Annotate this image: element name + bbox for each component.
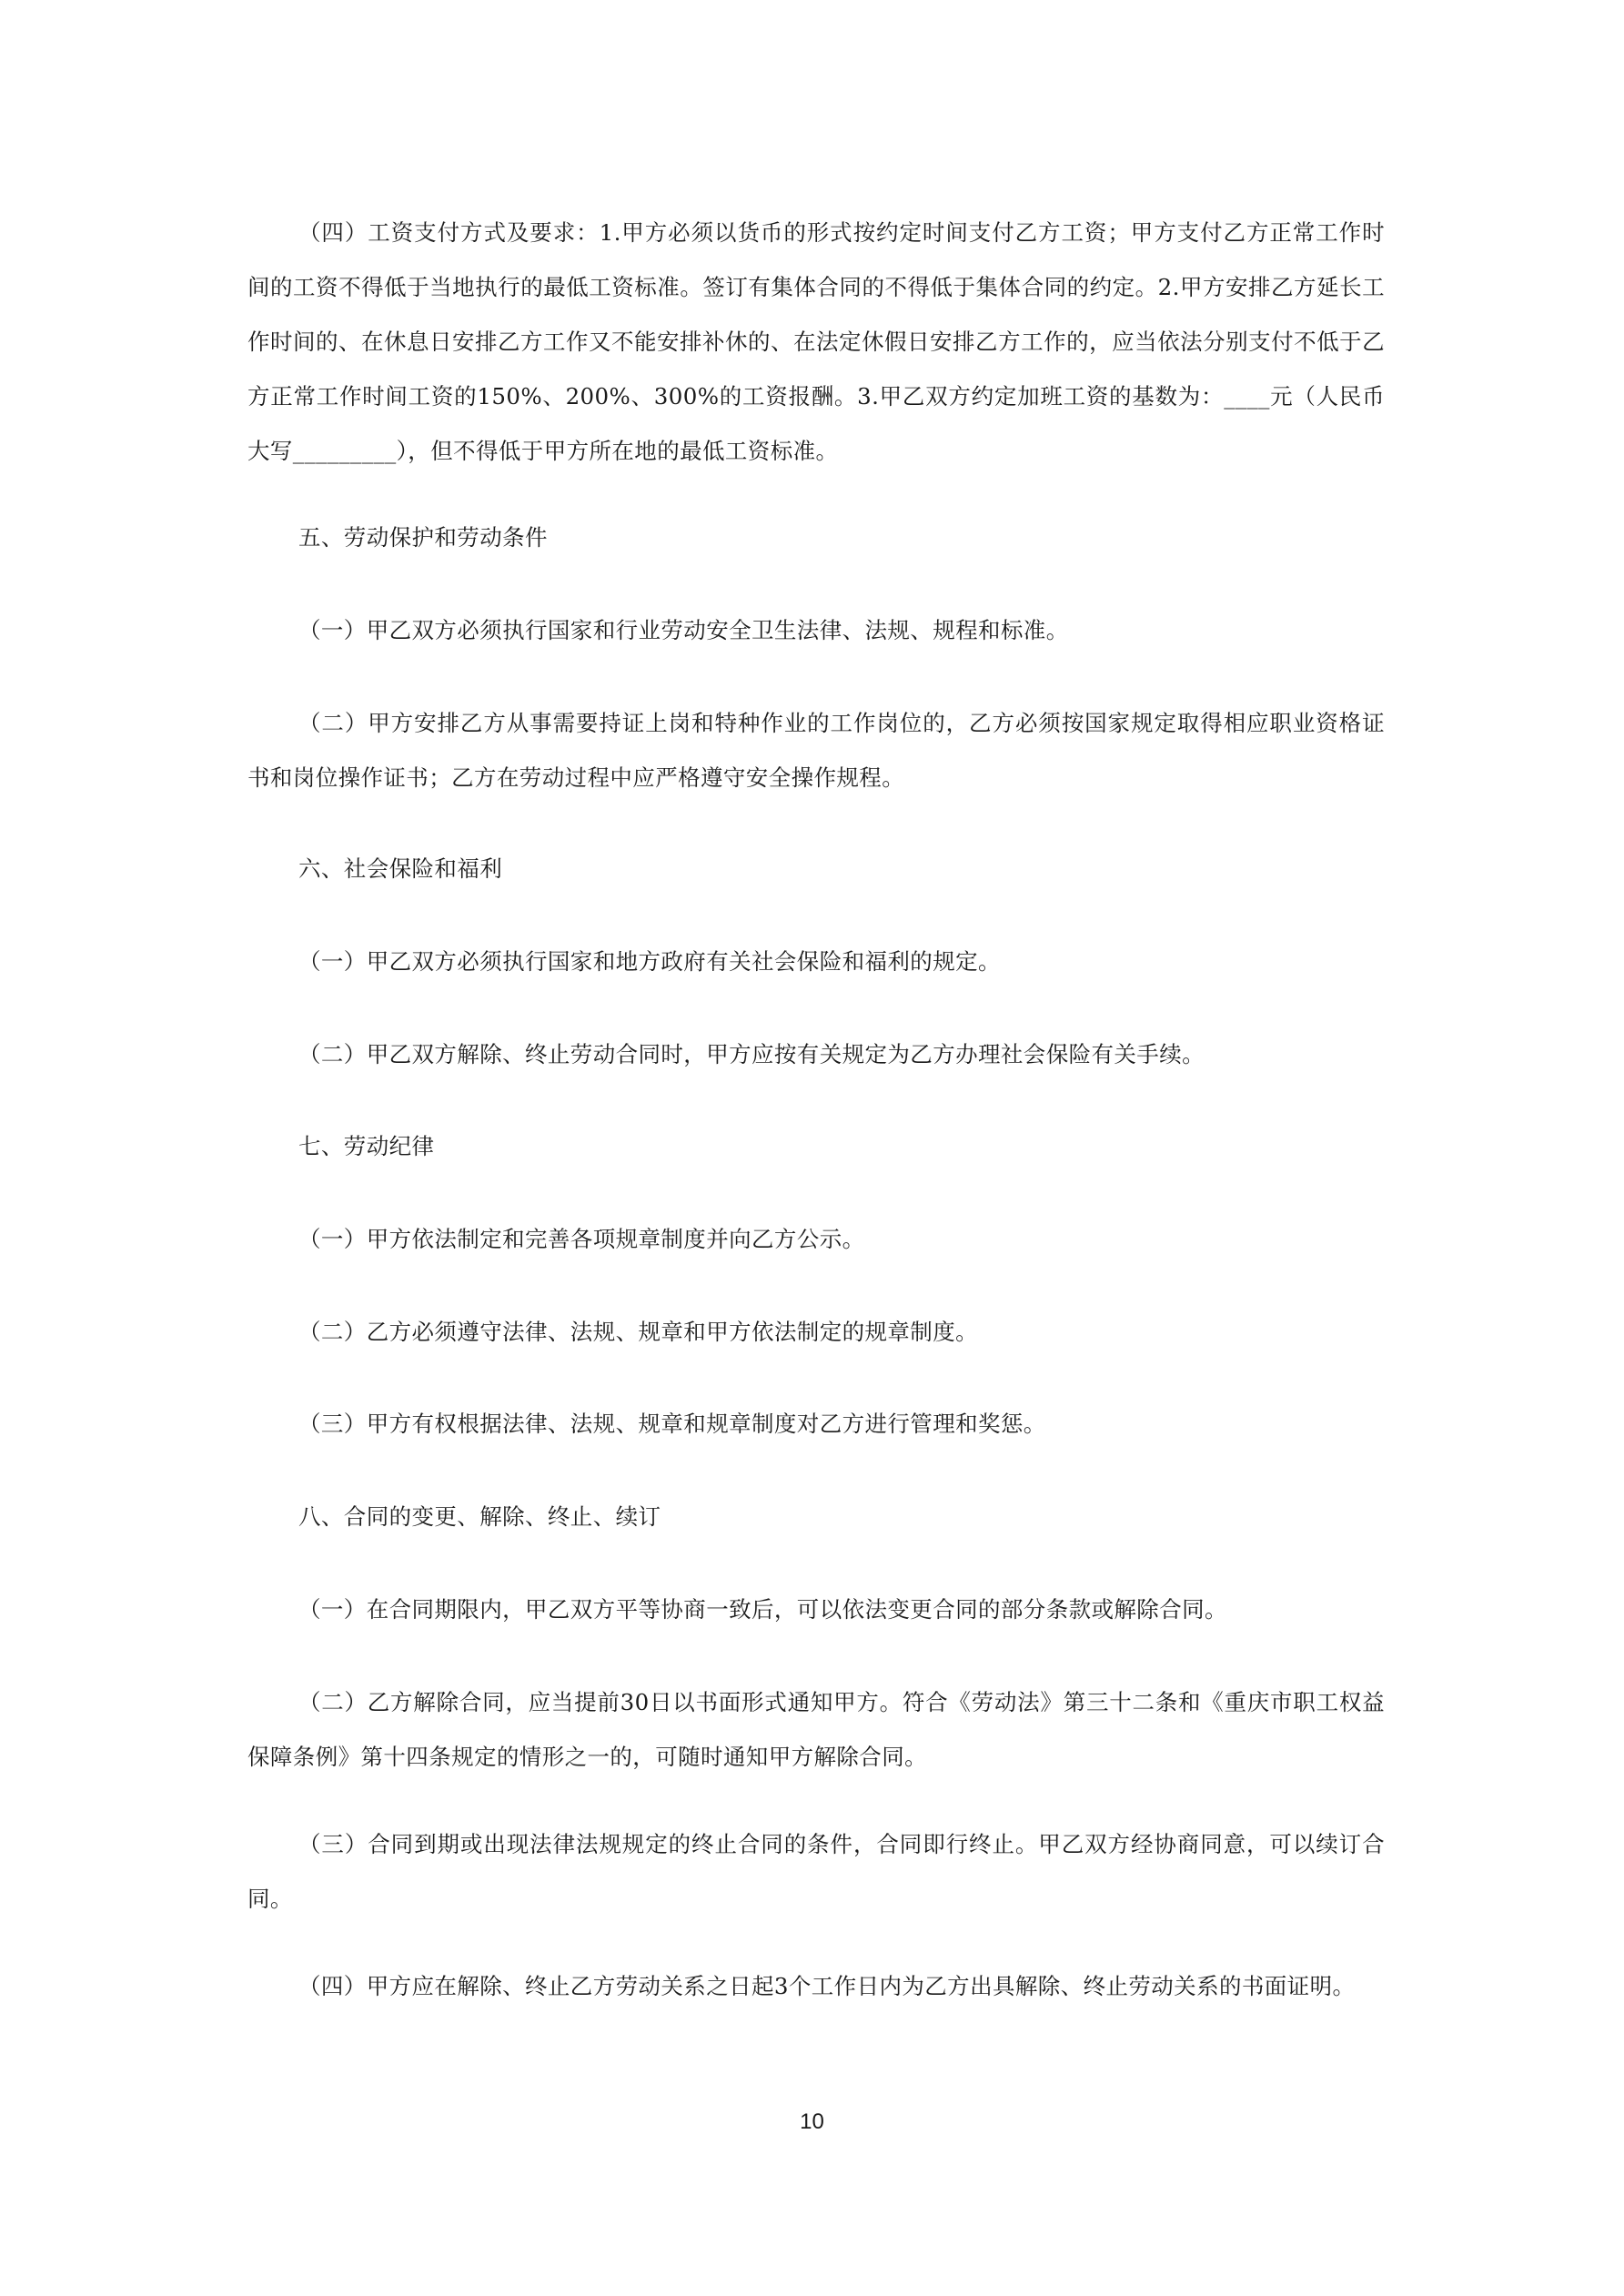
section-8-heading: 八、合同的变更、解除、终止、续订 xyxy=(298,1503,661,1530)
section-7-clause-1: （一）甲方依法制定和完善各项规章制度并向乙方公示。 xyxy=(298,1226,865,1252)
section-6-clause-1: （一）甲乙双方必须执行国家和地方政府有关社会保险和福利的规定。 xyxy=(298,948,1001,975)
clause-4-wage-payment: （四）工资支付方式及要求：1.甲方必须以货币的形式按约定时间支付乙方工资；甲方支付乙方正常工作时间的工资不得低于当地执行的最低工资标准。签订有集体合同的不得低于集体合同的约定。2.甲方安排乙方延长工作时间的、在休息日安排乙方工作又不能安排补休的、在法定休假日安排乙方工作的，应当依法分别支付不低于乙方正常工作时间工资的150%、200%、300%的工资报酬。3.甲乙双方约定加班工资的基数为：____元（人民币大写_________），但不得低于甲方所在地的最低工资标准。 xyxy=(247,219,1385,464)
section-7-heading: 七、劳动纪律 xyxy=(298,1133,435,1159)
page-number: 10 xyxy=(800,2109,824,2134)
section-5-clause-2: （二）甲方安排乙方从事需要持证上岗和特种作业的工作岗位的，乙方必须按国家规定取得相应职业资格证书和岗位操作证书；乙方在劳动过程中应严格遵守安全操作规程。 xyxy=(247,710,1385,791)
section-6-clause-2: （二）甲乙双方解除、终止劳动合同时，甲方应按有关规定为乙方办理社会保险有关手续。 xyxy=(298,1041,1205,1067)
section-8-clause-3: （三）合同到期或出现法律法规规定的终止合同的条件，合同即行终止。甲乙双方经协商同意，可以续订合同。 xyxy=(247,1831,1385,1912)
section-7-clause-3: （三）甲方有权根据法律、法规、规章和规章制度对乙方进行管理和奖惩。 xyxy=(298,1411,1046,1437)
section-8-clause-2: （二）乙方解除合同，应当提前30日以书面形式通知甲方。符合《劳动法》第三十二条和《重庆市职工权益保障条例》第十四条规定的情形之一的，可随时通知甲方解除合同。 xyxy=(247,1689,1385,1770)
section-8-clause-4: （四）甲方应在解除、终止乙方劳动关系之日起3个工作日内为乙方出具解除、终止劳动关系的书面证明。 xyxy=(298,1973,1356,1999)
section-5-clause-1: （一）甲乙双方必须执行国家和行业劳动安全卫生法律、法规、规程和标准。 xyxy=(298,617,1069,643)
section-8-clause-1: （一）在合同期限内，甲乙双方平等协商一致后，可以依法变更合同的部分条款或解除合同。 xyxy=(298,1596,1227,1623)
section-6-heading: 六、社会保险和福利 xyxy=(298,855,503,882)
section-5-heading: 五、劳动保护和劳动条件 xyxy=(298,524,548,551)
section-7-clause-2: （二）乙方必须遵守法律、法规、规章和甲方依法制定的规章制度。 xyxy=(298,1319,978,1345)
